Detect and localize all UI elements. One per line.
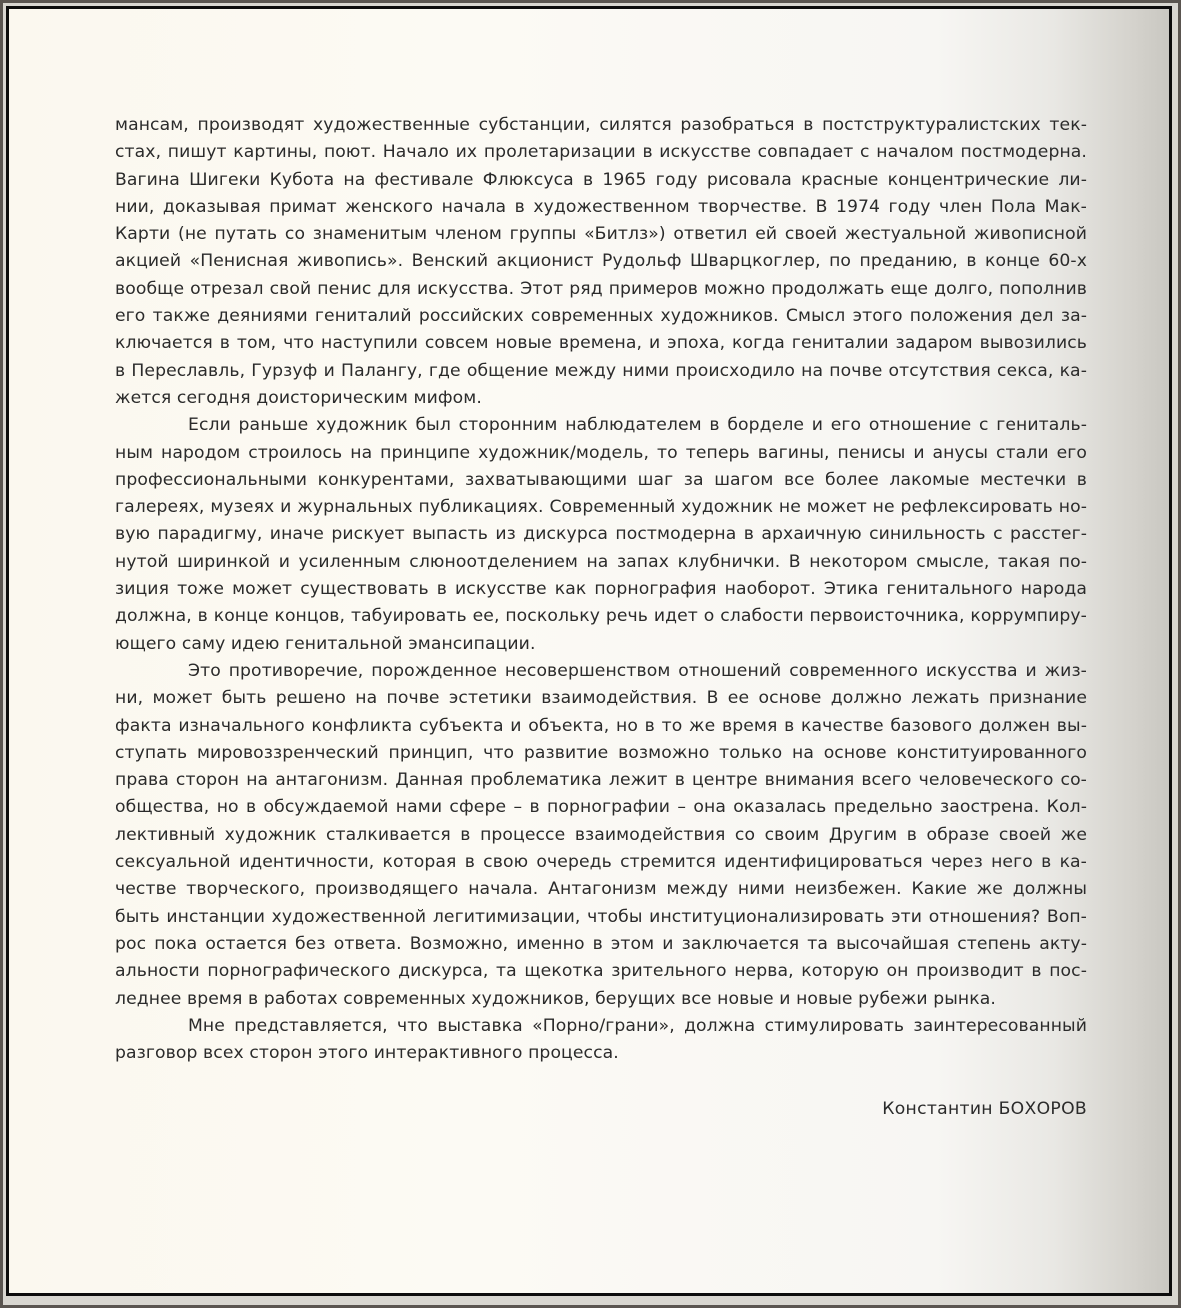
text-line: сексуальной идентичности, которая в свою очередь стремится идентифицироваться через него в ка- — [115, 852, 1087, 873]
text-line: мансам, производят художественные субстанции, силятся разобраться в постструктуралистских тек- — [115, 115, 1087, 135]
text-line: факта изначального конфликта субъекта и объекта, но в то же время в качестве базового должен вы- — [115, 715, 1087, 736]
text-line: жется сегодня доисторическим мифом. — [115, 387, 482, 408]
text-line: профессиональными конкурентами, захватывающими шаг за шагом все более лакомые местечки в — [115, 469, 1087, 490]
text-line: нутой ширинкой и усиленным слюноотделением на запах клубнички. В некотором смысле, такая по- — [115, 551, 1087, 572]
article-body — [115, 112, 1087, 1067]
text-line: права сторон на антагонизм. Данная проблематика лежит в центре внимания всего человеческого со- — [115, 770, 1087, 791]
text-line: Мне представляется, что выставка «Порно/грани», должна стимулировать заинтересованный — [188, 1015, 1087, 1036]
paragraph — [115, 412, 1087, 658]
text-line: альности порнографического дискурса, та щекотка зрительного нерва, которую он производит в пос- — [115, 961, 1087, 982]
text-line: ни, может быть решено на почве эстетики взаимодействия. В ее основе должно лежать признание — [115, 688, 1087, 709]
text-line: Карти (не путать со знаменитым членом группы «Битлз») ответил ей своей жестуальной живописной — [115, 224, 1087, 245]
text-line: рос пока остается без ответа. Возможно, именно в этом и заключается та высочайшая степень акту- — [115, 933, 1087, 954]
text-line: лективный художник сталкивается в процессе взаимодействия со своим Другим в образе своей же — [115, 824, 1087, 845]
text-line: разговор всех сторон этого интерактивного процесса. — [115, 1043, 619, 1064]
text-line: Если раньше художник был сторонним наблюдателем в борделе и его отношение с гениталь- — [188, 415, 1087, 436]
text-line: Вагина Шигеки Кубота на фестивале Флюксуса в 1965 году рисовала красные концентрические ли- — [115, 169, 1087, 190]
text-line: зиция тоже может существовать в искусстве как порнография наоборот. Этика генитального народа — [115, 579, 1087, 600]
text-line: ключается в том, что наступили совсем новые времена, и эпоха, когда гениталии задаром вывозились — [115, 333, 1087, 354]
text-line: нии, доказывая примат женского начала в художественном творчестве. В 1974 году член Пола Мак- — [115, 196, 1087, 217]
text-line: леднее время в работах современных художников, берущих все новые и новые рубежи рынка. — [115, 988, 996, 1009]
text-line: галереях, музеях и журнальных публикациях. Современный художник не может не рефлексировать но- — [115, 497, 1087, 518]
text-line: ступать мировоззренческий принцип, что развитие возможно только на основе конституированного — [115, 742, 1087, 763]
paragraph — [115, 658, 1087, 1013]
text-line: ющего саму идею генитальной эмансипации. — [115, 633, 536, 654]
text-line: должна, в конце концов, табуировать ее, поскольку речь идет о слабости первоисточника, коррумпиру- — [115, 606, 1087, 627]
author-signature: Константин БОХОРОВ — [882, 1099, 1087, 1119]
paragraph — [115, 112, 1087, 412]
text-line: в Переславль, Гурзуф и Палангу, где общение между ними происходило на почве отсутствия секса, ка- — [115, 360, 1087, 381]
text-line: ным народом строилось на принципе художник/модель, то теперь вагины, пенисы и анусы стали его — [115, 442, 1087, 463]
text-line: честве творческого, производящего начала. Антагонизм между ними неизбежен. Какие же должны — [115, 879, 1087, 900]
text-line: вую парадигму, иначе рискует выпасть из дискурса постмодерна в архаичную синильность с расстег- — [115, 524, 1087, 545]
text-line: вообще отрезал свой пенис для искусства. Этот ряд примеров можно продолжать еще долго, пополнив — [115, 278, 1087, 299]
text-line: его также деяниями гениталий российских современных художников. Смысл этого положения дел за- — [115, 306, 1087, 327]
text-line: быть инстанции художественной легитимизации, чтобы институционализировать эти отношения? Воп- — [115, 906, 1087, 927]
paragraph — [115, 1013, 1087, 1068]
text-line: Это противоречие, порожденное несовершенством отношений современного искусства и жиз- — [188, 660, 1087, 681]
text-line: стах, пишут картины, поют. Начало их пролетаризации в искусстве совпадает с началом постмодерна. — [115, 142, 1087, 163]
text-line: акцией «Пенисная живопись». Венский акционист Рудольф Шварцкоглер, по преданию, в конце 60-х — [115, 251, 1087, 272]
text-line: общества, но в обсуждаемой нами сфере – в порнографии – она оказалась предельно заострена. Кол- — [115, 797, 1087, 818]
